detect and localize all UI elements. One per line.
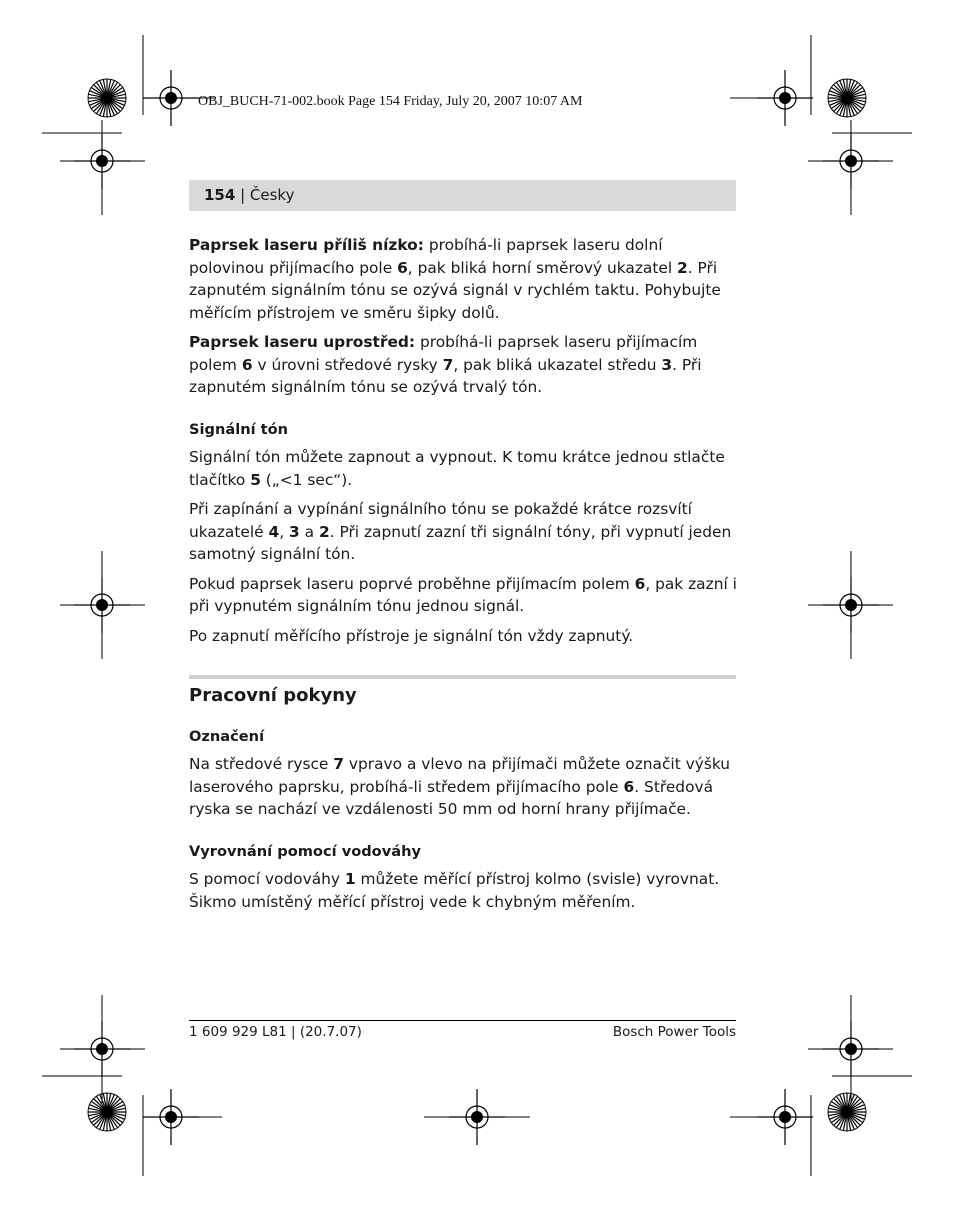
paragraph-level xyxy=(189,868,739,913)
text-segment: , pak bliká ukazatel středu xyxy=(453,355,662,374)
paragraph-signal-1 xyxy=(189,446,739,491)
ref-number: 3 xyxy=(289,522,300,541)
print-slug: OBJ_BUCH-71-002.book Page 154 Friday, July 20, 2007 10:07 AM xyxy=(198,94,583,109)
ref-number: 6 xyxy=(634,574,646,593)
text-segment: v úrovni středové rysky xyxy=(252,355,443,374)
text-segment: a xyxy=(299,522,319,541)
ref-number: 2 xyxy=(318,522,330,541)
section-divider xyxy=(189,675,736,679)
text-segment: . Středová ryska se nachází ve vzdálenosti 50 mm od horní hrany přijímače. xyxy=(189,777,714,818)
ref-number: 2 xyxy=(677,258,688,277)
paragraph-laser-low xyxy=(189,234,739,324)
footer-divider xyxy=(189,1020,736,1021)
header-language: Česky xyxy=(249,186,295,204)
text-segment: probíhá-li paprsek laseru přijímacím polem xyxy=(189,333,698,374)
page-number: 154 xyxy=(204,186,236,204)
ref-number: 7 xyxy=(333,755,344,773)
text-segment: vpravo a vlevo na přijímači můžete označit výšku laserového paprsku, probíhá-li středem přijímacího pole xyxy=(189,755,731,796)
page-content xyxy=(189,234,739,920)
paragraph-marking xyxy=(189,753,739,821)
paragraph-signal-3 xyxy=(189,573,739,618)
ref-number: 1 xyxy=(344,870,356,888)
ref-number: 5 xyxy=(250,470,261,489)
text-segment: Signální tón můžete zapnout a vypnout. K tomu krátce jednou stlačte tlačítko xyxy=(189,448,725,489)
ref-number: 6 xyxy=(623,777,635,796)
paragraph-signal-2 xyxy=(189,498,739,566)
term-laser-low: Paprsek laseru příliš nízko: xyxy=(189,236,424,254)
paragraph-signal-4: Po zapnutí měřícího přístroje je signální tón vždy zapnutý. xyxy=(189,626,634,645)
section-title: Pracovní pokyny xyxy=(189,685,357,706)
page-header xyxy=(189,180,736,211)
ref-number: 7 xyxy=(442,355,454,374)
heading-marking: Označení xyxy=(189,727,265,745)
footer-doc-number: 1 609 929 L81 | (20.7.07) xyxy=(189,1024,362,1040)
text-segment: . Při zapnutém signálním tónu se ozývá trvalý tón. xyxy=(189,355,702,396)
text-segment: můžete měřící přístroj kolmo (svisle) vyrovnat. Šikmo umístěný měřící přístroj vede k chybným měřením. xyxy=(189,870,720,911)
text-segment: . Při zapnutém signálním tónu se ozývá signál v rychlém taktu. Pohybujte měřícím přístrojem ve směru šipky dolů. xyxy=(189,258,721,322)
heading-signal-tone: Signální tón xyxy=(189,420,289,438)
text-segment: Při zapínání a vypínání signálního tónu se pokaždé krátce rozsvítí ukazatelé xyxy=(189,500,692,541)
header-text xyxy=(204,186,294,204)
footer-brand: Bosch Power Tools xyxy=(612,1024,736,1040)
text-segment: Na středové rysce xyxy=(189,755,334,773)
text-segment: Pokud paprsek laseru poprvé proběhne přijímacím polem xyxy=(189,574,635,593)
text-segment: . Při zapnutí zazní tři signální tóny, při vypnutí jeden samotný signální tón. xyxy=(189,522,732,563)
term-laser-center: Paprsek laseru uprostřed: xyxy=(189,333,416,351)
ref-number: 4 xyxy=(268,522,280,541)
ref-number: 6 xyxy=(397,258,408,277)
text-segment: , xyxy=(279,522,289,541)
text-segment: , pak bliká horní směrový ukazatel xyxy=(407,258,678,277)
paragraph-laser-center xyxy=(189,331,739,399)
ref-number: 6 xyxy=(241,355,253,374)
heading-level: Vyrovnání pomocí vodováhy xyxy=(189,842,421,860)
header-separator: | xyxy=(235,186,250,204)
text-segment: („<1 sec“). xyxy=(260,470,353,489)
text-segment: S pomocí vodováhy xyxy=(189,870,345,888)
ref-number: 3 xyxy=(661,355,673,374)
text-segment: probíhá-li paprsek laseru dolní polovinou přijímacího pole xyxy=(189,236,663,277)
text-segment: , pak zazní i při vypnutém signálním tónu jednou signál. xyxy=(189,574,737,615)
